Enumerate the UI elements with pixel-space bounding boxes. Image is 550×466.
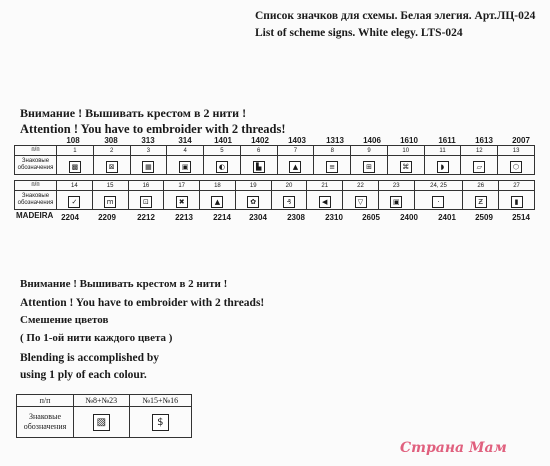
symbol-icon: ▮ xyxy=(511,196,523,208)
brand-label: MADEIRA xyxy=(16,211,54,220)
code-label: 2214 xyxy=(213,213,231,222)
symbol-icon: ▙ xyxy=(253,161,265,173)
header-number: п/п xyxy=(15,146,57,156)
symbol-icon: ▦ xyxy=(142,161,154,173)
cell-number: 2 xyxy=(93,146,130,156)
cell-number: 6 xyxy=(240,146,277,156)
symbol-icon: ⌘ xyxy=(400,161,412,173)
symbol-icon: ▽ xyxy=(355,196,367,208)
cell-number: 4 xyxy=(167,146,204,156)
header-number: п/п xyxy=(15,181,57,191)
symbol-icon: ≡ xyxy=(326,161,338,173)
symbol-icon: ✖ xyxy=(176,196,188,208)
code-label: 2212 xyxy=(137,213,155,222)
symbol-icon: ✿ xyxy=(247,196,259,208)
cell-number: 21 xyxy=(307,181,343,191)
cell-number: 8 xyxy=(314,146,351,156)
warning-top-english: Attention ! You have to embroider with 2 threads! xyxy=(20,122,286,136)
symbol-icon: ✓ xyxy=(68,196,80,208)
cell-number: 17 xyxy=(164,181,200,191)
symbol-table-1 xyxy=(14,145,535,175)
blend-combo: №15+№16 xyxy=(129,395,191,407)
symbol-icon: ⬡ xyxy=(510,161,522,173)
code-label: 2509 xyxy=(475,213,493,222)
code-label: 1313 xyxy=(326,136,344,145)
code-label: 2213 xyxy=(175,213,193,222)
code-label: 314 xyxy=(178,136,192,145)
blend-symbol-icon: $ xyxy=(152,414,169,431)
cell-number: 12 xyxy=(461,146,498,156)
symbol-icon: ⊞ xyxy=(363,161,375,173)
blend-symbol-icon: ▧ xyxy=(93,414,110,431)
code-label: 1406 xyxy=(363,136,381,145)
symbol-icon: · xyxy=(432,196,444,208)
cell-number: 23 xyxy=(378,181,414,191)
warning-top-russian: Внимание ! Вышивать крестом в 2 нити ! xyxy=(20,106,247,120)
warning-bottom-russian: Внимание ! Вышивать крестом в 2 нити ! xyxy=(20,278,228,290)
symbol-icon: Ƶ xyxy=(475,196,487,208)
code-label: 1611 xyxy=(438,136,456,145)
cell-number: 15 xyxy=(92,181,128,191)
cell-number: 26 xyxy=(463,181,499,191)
code-label: 2209 xyxy=(98,213,116,222)
code-label: 2308 xyxy=(287,213,305,222)
symbol-icon: ◀ xyxy=(319,196,331,208)
mix-heading-russian: Смешение цветов xyxy=(20,314,109,326)
symbol-icon: ₰ xyxy=(283,196,295,208)
blend-combo: №8+№23 xyxy=(74,395,130,407)
symbol-icon: ▣ xyxy=(179,161,191,173)
cell-number: 1 xyxy=(57,146,94,156)
cell-number: 19 xyxy=(235,181,271,191)
blend-note-english-1: Blending is accomplished by xyxy=(20,352,159,364)
cell-number: 11 xyxy=(424,146,461,156)
symbol-icon: ▣ xyxy=(390,196,402,208)
cell-number: 10 xyxy=(387,146,424,156)
blend-table xyxy=(16,394,192,438)
cell-number: 14 xyxy=(57,181,93,191)
code-label: 1401 xyxy=(214,136,232,145)
code-label: 2514 xyxy=(512,213,530,222)
mix-note-russian: ( По 1-ой нити каждого цвета ) xyxy=(20,332,173,344)
cell-number: 9 xyxy=(351,146,388,156)
header-signs: Знаковые обозначения xyxy=(15,191,57,210)
code-label: 2007 xyxy=(512,136,530,145)
watermark xyxy=(400,440,507,456)
symbol-icon: ▱ xyxy=(473,161,485,173)
cell-number: 20 xyxy=(271,181,307,191)
cell-number: 18 xyxy=(200,181,236,191)
code-label: 1610 xyxy=(400,136,418,145)
symbol-icon: ◐ xyxy=(216,161,228,173)
symbol-icon: ◗ xyxy=(437,161,449,173)
symbol-icon: ▲ xyxy=(289,161,301,173)
cell-number: 22 xyxy=(343,181,379,191)
blend-note-english-2: using 1 ply of each colour. xyxy=(20,369,147,381)
code-label: 2204 xyxy=(61,213,79,222)
symbol-icon: ▲ xyxy=(211,196,223,208)
code-label: 1403 xyxy=(288,136,306,145)
cell-number: 27 xyxy=(499,181,535,191)
watermark-text: Страна Мам xyxy=(400,440,507,456)
code-label: 313 xyxy=(141,136,155,145)
code-label: 2310 xyxy=(325,213,343,222)
cell-number: 5 xyxy=(204,146,241,156)
code-label: 2304 xyxy=(249,213,267,222)
header-number: п/п xyxy=(17,395,74,407)
title-russian: Список значков для схемы. Белая элегия. Арт.ЛЦ-024 xyxy=(255,10,536,22)
code-label: 108 xyxy=(66,136,80,145)
symbol-table-2 xyxy=(14,180,535,210)
symbol-icon: ⊡ xyxy=(140,196,152,208)
cell-number: 7 xyxy=(277,146,314,156)
code-label: 2400 xyxy=(400,213,418,222)
cell-number: 24, 25 xyxy=(414,181,463,191)
code-label: 2605 xyxy=(362,213,380,222)
header-signs: Знаковые обозначения xyxy=(17,407,74,438)
code-label: 2401 xyxy=(438,213,456,222)
code-label: 1613 xyxy=(475,136,493,145)
title-english: List of scheme signs. White elegy. LTS-024 xyxy=(255,27,463,39)
cell-number: 3 xyxy=(130,146,167,156)
warning-bottom-english: Attention ! You have to embroider with 2 threads! xyxy=(20,297,265,309)
symbol-icon: ▩ xyxy=(69,161,81,173)
cell-number: 16 xyxy=(128,181,164,191)
symbol-icon: m xyxy=(104,196,116,208)
symbol-icon: ⊠ xyxy=(106,161,118,173)
code-label: 308 xyxy=(104,136,118,145)
cell-number: 13 xyxy=(498,146,535,156)
code-label: 1402 xyxy=(251,136,269,145)
header-signs: Знаковые обозначения xyxy=(15,156,57,175)
